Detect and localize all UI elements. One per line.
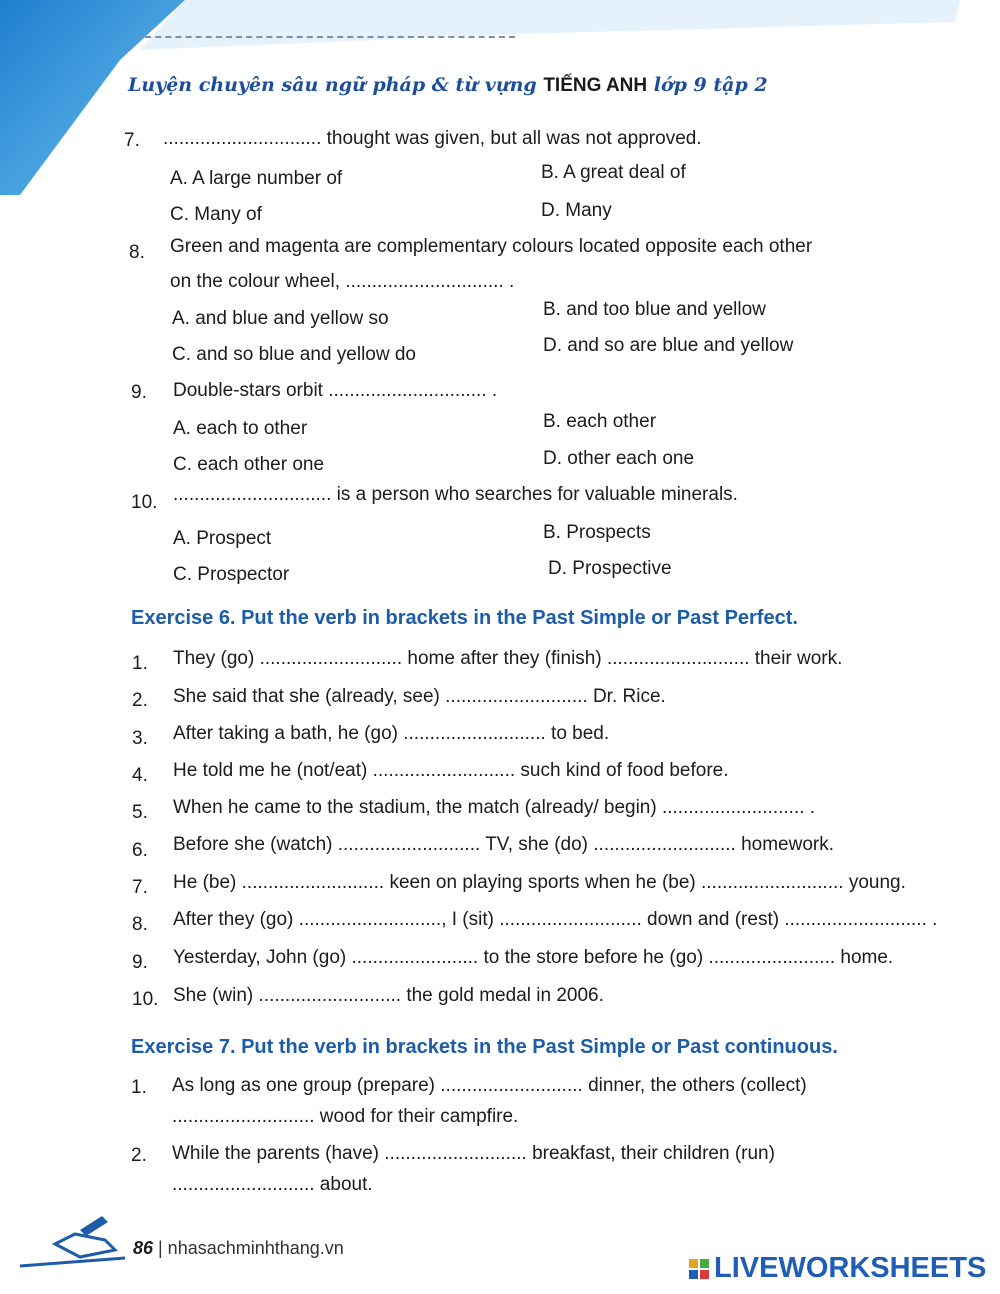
option-c[interactable]: C. Many of [170,204,262,225]
option-b[interactable]: B. Prospects [543,522,651,543]
header-prefix: Luyện chuyên sâu ngữ pháp & từ vựng [128,74,537,96]
option-c[interactable]: C. Prospector [173,564,290,585]
page-number: 86 [133,1238,154,1258]
option-d[interactable]: D. and so are blue and yellow [543,335,794,356]
ex6-item-number: 4. [132,765,148,786]
ex7-item-line[interactable]: As long as one group (prepare) ........................... dinner, the others (collect) [172,1075,807,1096]
question-stem: .............................. thought was given, but all was not approved. [163,128,702,149]
option-b[interactable]: B. A great deal of [541,162,686,183]
question-number: 8. [129,242,145,263]
ex7-item-number: 2. [131,1145,147,1166]
pencil-book-icon [20,1212,130,1272]
option-d[interactable]: D. Prospective [548,558,672,579]
book-header [128,74,768,97]
header-divider [135,36,515,38]
option-a[interactable]: A. A large number of [170,168,343,189]
ex6-item-number: 2. [132,690,148,711]
ex6-item-number: 7. [132,877,148,898]
ex7-item-line[interactable]: ........................... wood for their campfire. [172,1106,519,1127]
option-c[interactable]: C. each other one [173,454,325,475]
ex6-item[interactable]: When he came to the stadium, the match (already/ begin) ........................... . [173,797,816,818]
question-number: 10. [131,492,158,513]
option-b[interactable]: B. and too blue and yellow [543,299,766,320]
ex6-item-number: 3. [132,728,148,749]
ex6-item-number: 5. [132,802,148,823]
header-suffix: lớp 9 tập 2 [653,74,768,96]
exercise-7-title: Exercise 7. Put the verb in brackets in the Past Simple or Past continuous. [131,1036,838,1058]
ex7-item-line[interactable]: While the parents (have) ........................... breakfast, their children (run) [172,1143,775,1164]
ex6-item-number: 1. [132,653,148,674]
ex6-item[interactable]: After they (go) ..........................., I (sit) ........................... down and (rest) ........................... . [173,909,938,930]
option-a[interactable]: A. each to other [173,418,308,439]
option-b[interactable]: B. each other [543,411,657,432]
ex6-item[interactable]: She (win) ........................... the gold medal in 2006. [173,985,604,1006]
option-d[interactable]: D. other each one [543,448,695,469]
ex6-item-number: 8. [132,914,148,935]
ex7-item-line[interactable]: ........................... about. [172,1174,373,1195]
option-c[interactable]: C. and so blue and yellow do [172,344,416,365]
ex6-item[interactable]: Before she (watch) ........................... TV, she (do) ........................... homework. [173,834,835,855]
ex6-item-number: 10. [132,989,159,1010]
ex6-item[interactable]: He told me he (not/eat) ........................... such kind of food before. [173,760,729,781]
ex6-item[interactable]: They (go) ........................... home after they (finish) ........................... their work. [173,648,843,669]
liveworksheets-logo-icon [688,1258,710,1280]
publisher-site: | nhasachminhthang.vn [158,1238,344,1258]
corner-decoration [0,0,1000,200]
ex6-item[interactable]: Yesterday, John (go) ........................ to the store before he (go) ........................ home. [173,947,894,968]
ex6-item[interactable]: She said that she (already, see) ........................... Dr. Rice. [173,686,666,707]
option-a[interactable]: A. Prospect [173,528,272,549]
question-stem-cont: on the colour wheel, .............................. . [170,271,515,292]
option-d[interactable]: D. Many [541,200,612,221]
ex7-item-number: 1. [131,1077,147,1098]
ex6-item-number: 6. [132,840,148,861]
ex6-item[interactable]: After taking a bath, he (go) ........................... to bed. [173,723,610,744]
header-subject: TIẾNG ANH [543,75,648,96]
exercise-6-title: Exercise 6. Put the verb in brackets in the Past Simple or Past Perfect. [131,607,798,629]
question-stem: Double-stars orbit .............................. . [173,380,498,401]
option-a[interactable]: A. and blue and yellow so [172,308,389,329]
ex6-item[interactable]: He (be) ........................... keen on playing sports when he (be) ........................... young. [173,872,906,893]
liveworksheets-brand: LIVEWORKSHEETS [714,1252,987,1284]
question-number: 7. [124,130,140,151]
question-stem: .............................. is a person who searches for valuable minerals. [173,484,738,505]
question-stem: Green and magenta are complementary colours located opposite each other [170,236,813,257]
question-number: 9. [131,382,147,403]
ex6-item-number: 9. [132,952,148,973]
